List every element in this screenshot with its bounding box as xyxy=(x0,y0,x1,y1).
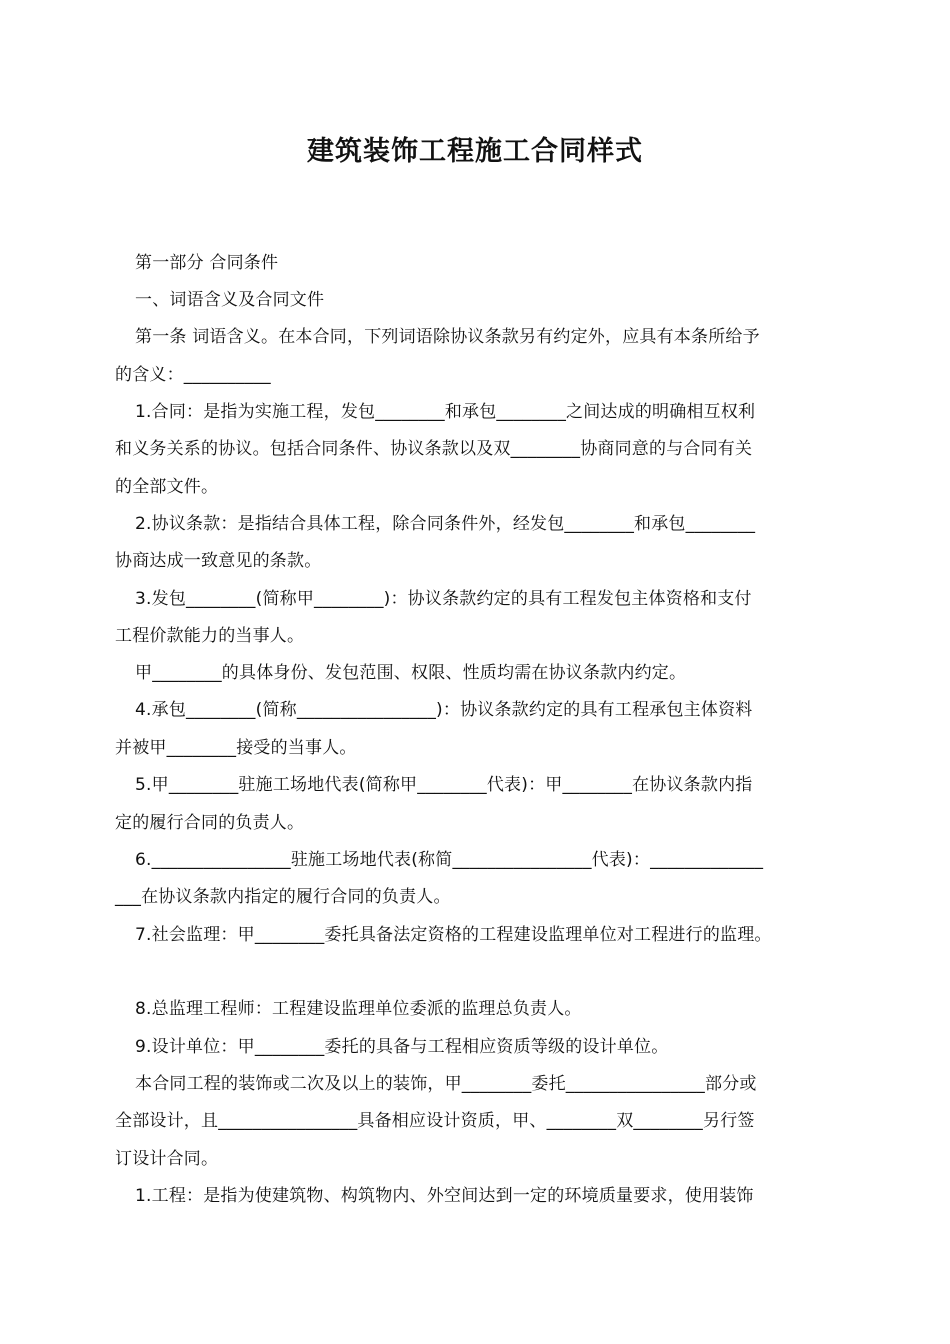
paragraph-line: 8.总监理工程师：工程建设监理单位委派的监理总负责人。 xyxy=(135,999,582,1019)
paragraph-line: 订设计合同。 xyxy=(115,1149,219,1169)
paragraph-line: 的含义：__________ xyxy=(115,365,271,385)
paragraph-line: 6.________________驻施工场地代表(称简________________代表)：_____________ xyxy=(135,850,764,870)
paragraph-line: 9.设计单位：甲________委托的具备与工程相应资质等级的设计单位。 xyxy=(135,1037,669,1057)
part-heading: 第一部分 合同条件 xyxy=(135,253,279,273)
paragraph-line: 本合同工程的装饰或二次及以上的装饰，甲________委托________________部分或 xyxy=(135,1074,757,1094)
paragraph-line: 工程价款能力的当事人。 xyxy=(115,626,305,646)
paragraph-line: 2.协议条款：是指结合具体工程，除合同条件外，经发包________和承包________ xyxy=(135,514,756,534)
paragraph-line: 全部设计，且________________具备相应设计资质，甲、________双________另行签 xyxy=(115,1111,755,1131)
paragraph-line: 定的履行合同的负责人。 xyxy=(115,813,305,833)
paragraph-line: 并被甲________接受的当事人。 xyxy=(115,738,357,758)
paragraph-line: 第一条 词语含义。在本合同，下列词语除协议条款另有约定外，应具有本条所给予 xyxy=(135,327,760,347)
paragraph-line: 协商达成一致意见的条款。 xyxy=(115,551,322,571)
paragraph-line: 和义务关系的协议。包括合同条件、协议条款以及双________协商同意的与合同有关 xyxy=(115,439,753,459)
paragraph-line: 7.社会监理：甲________委托具备法定资格的工程建设监理单位对工程进行的监理。 xyxy=(135,925,772,945)
paragraph-line: 4.承包________(简称________________)：协议条款约定的具有工程承包主体资料 xyxy=(135,700,753,720)
paragraph-line: 的全部文件。 xyxy=(115,477,219,497)
section-heading: 一、词语含义及合同文件 xyxy=(135,290,325,310)
paragraph-line: 1.工程：是指为使建筑物、构筑物内、外空间达到一定的环境质量要求，使用装饰 xyxy=(135,1186,754,1206)
paragraph-line: 5.甲________驻施工场地代表(简称甲________代表)：甲________在协议条款内指 xyxy=(135,775,753,795)
paragraph-line: 1.合同：是指为实施工程，发包________和承包________之间达成的明确相互权利 xyxy=(135,402,756,422)
paragraph-line: 甲________的具体身份、发包范围、权限、性质均需在协议条款内约定。 xyxy=(135,663,687,683)
document-title: 建筑装饰工程施工合同样式 xyxy=(307,136,643,167)
paragraph-line: 3.发包________(简称甲________)：协议条款约定的具有工程发包主体资格和支付 xyxy=(135,589,752,609)
paragraph-line: ___在协议条款内指定的履行合同的负责人。 xyxy=(115,887,451,907)
